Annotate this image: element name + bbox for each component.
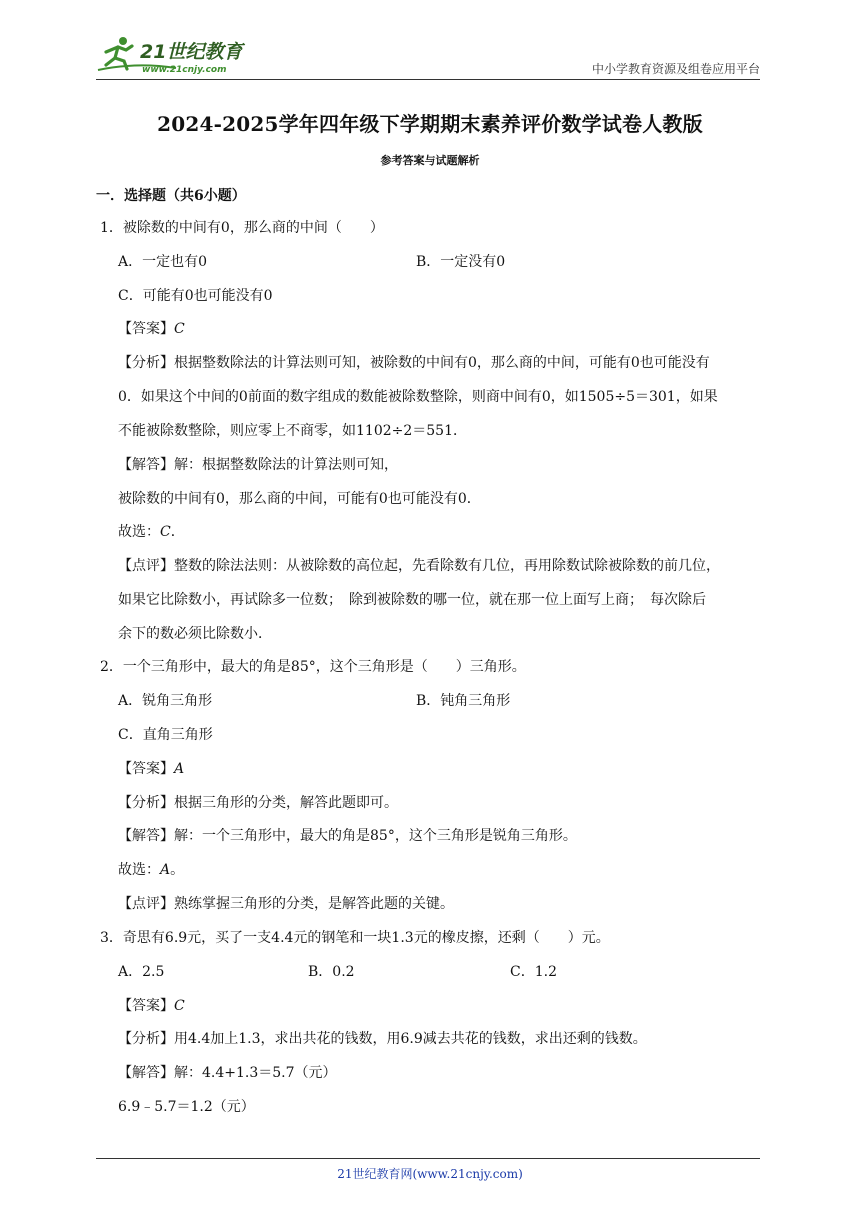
choice-prefix: 故选：	[118, 524, 160, 540]
q1-analysis-line-3: 不能被除数整除，则应零上不商零，如1102÷2＝551．	[118, 423, 467, 439]
page-header	[96, 28, 760, 78]
q1-option-b: B．一定没有0	[416, 254, 506, 270]
runner-logo-icon	[96, 34, 266, 76]
q1-comment-line-2: 如果它比除数小，再试除多一位数； 除到被除数的哪一位，就在那一位上面写上商； 每次除后	[118, 592, 706, 608]
page-subtitle: 参考答案与试题解析	[380, 154, 480, 167]
q3-analysis: 【分析】用4.4加上1.3，求出共花的钱数，用6.9减去共花的钱数，求出还剩的钱数。	[118, 1031, 647, 1047]
q1-choice	[118, 522, 185, 542]
answer-value: C	[174, 321, 185, 337]
q1-stem: 1．被除数的中间有0，那么商的中间（ ）	[100, 220, 384, 236]
q1-option-c: C．可能有0也可能没有0	[118, 288, 273, 304]
page-title: 2024-2025学年四年级下学期期末素养评价数学试卷人教版	[157, 112, 703, 136]
choice-value: C	[160, 524, 171, 540]
q1-analysis-line-1: 【分析】根据整数除法的计算法则可知，被除数的中间有0，那么商的中间，可能有0也可能没有	[118, 355, 710, 371]
q3-answer	[118, 996, 185, 1016]
q2-option-a: A．锐角三角形	[118, 693, 213, 709]
q2-answer	[118, 759, 184, 779]
q3-option-b: B．0.2	[308, 964, 355, 980]
q2-solution: 【解答】解：一个三角形中，最大的角是85°，这个三角形是锐角三角形。	[118, 828, 577, 844]
answer-tag: 【答案】	[118, 998, 174, 1014]
section-heading: 一．选择题（共6小题）	[96, 188, 246, 204]
logo-url: www.21cnjy.com	[142, 65, 227, 75]
q2-choice	[118, 860, 184, 880]
q3-solution-line-2: 6.9﹣5.7＝1.2（元）	[118, 1099, 255, 1115]
q3-solution-line-1: 【解答】解：4.4+1.3＝5.7（元）	[118, 1065, 337, 1081]
header-divider	[96, 79, 760, 80]
platform-name: 中小学教育资源及组卷应用平台	[591, 62, 760, 76]
footer-divider	[96, 1158, 760, 1159]
logo-text: 21世纪教育	[140, 41, 243, 63]
footer-link[interactable]: 21世纪教育网(www.21cnjy.com)	[337, 1167, 523, 1181]
q2-comment: 【点评】熟练掌握三角形的分类，是解答此题的关键。	[118, 896, 454, 912]
q1-answer	[118, 319, 185, 339]
q2-stem: 2．一个三角形中，最大的角是85°，这个三角形是（ ）三角形。	[100, 659, 526, 675]
q3-stem: 3．奇思有6.9元，买了一支4.4元的钢笔和一块1.3元的橡皮擦，还剩（ ）元。	[100, 930, 610, 946]
site-logo[interactable]	[96, 34, 266, 76]
q2-option-b: B．钝角三角形	[416, 693, 511, 709]
answer-tag: 【答案】	[118, 321, 174, 337]
choice-prefix: 故选：	[118, 862, 160, 878]
answer-value: C	[174, 998, 185, 1014]
q1-comment-line-3: 余下的数必须比除数小．	[118, 626, 272, 642]
q1-option-a: A．一定也有0	[118, 254, 208, 270]
choice-value: A	[160, 862, 171, 878]
q3-option-c: C．1.2	[510, 964, 557, 980]
q1-analysis-line-2: 0．如果这个中间的0前面的数字组成的数能被除数整除，则商中间有0，如1505÷5＝301，如果	[118, 389, 718, 405]
q1-comment-line-1: 【点评】整数的除法法则：从被除数的高位起，先看除数有几位，再用除数试除被除数的前几位，	[118, 558, 720, 574]
answer-value: A	[174, 761, 185, 777]
choice-suffix: ．	[170, 524, 185, 540]
choice-suffix: 。	[170, 862, 185, 878]
q1-solution-line-1: 【解答】解：根据整数除法的计算法则可知，	[118, 457, 398, 473]
q2-analysis: 【分析】根据三角形的分类，解答此题即可。	[118, 795, 398, 811]
q2-option-c: C．直角三角形	[118, 727, 213, 743]
q1-solution-line-2: 被除数的中间有0，那么商的中间，可能有0也可能没有0．	[118, 491, 481, 507]
answer-tag: 【答案】	[118, 761, 174, 777]
q3-option-a: A．2.5	[118, 964, 165, 980]
